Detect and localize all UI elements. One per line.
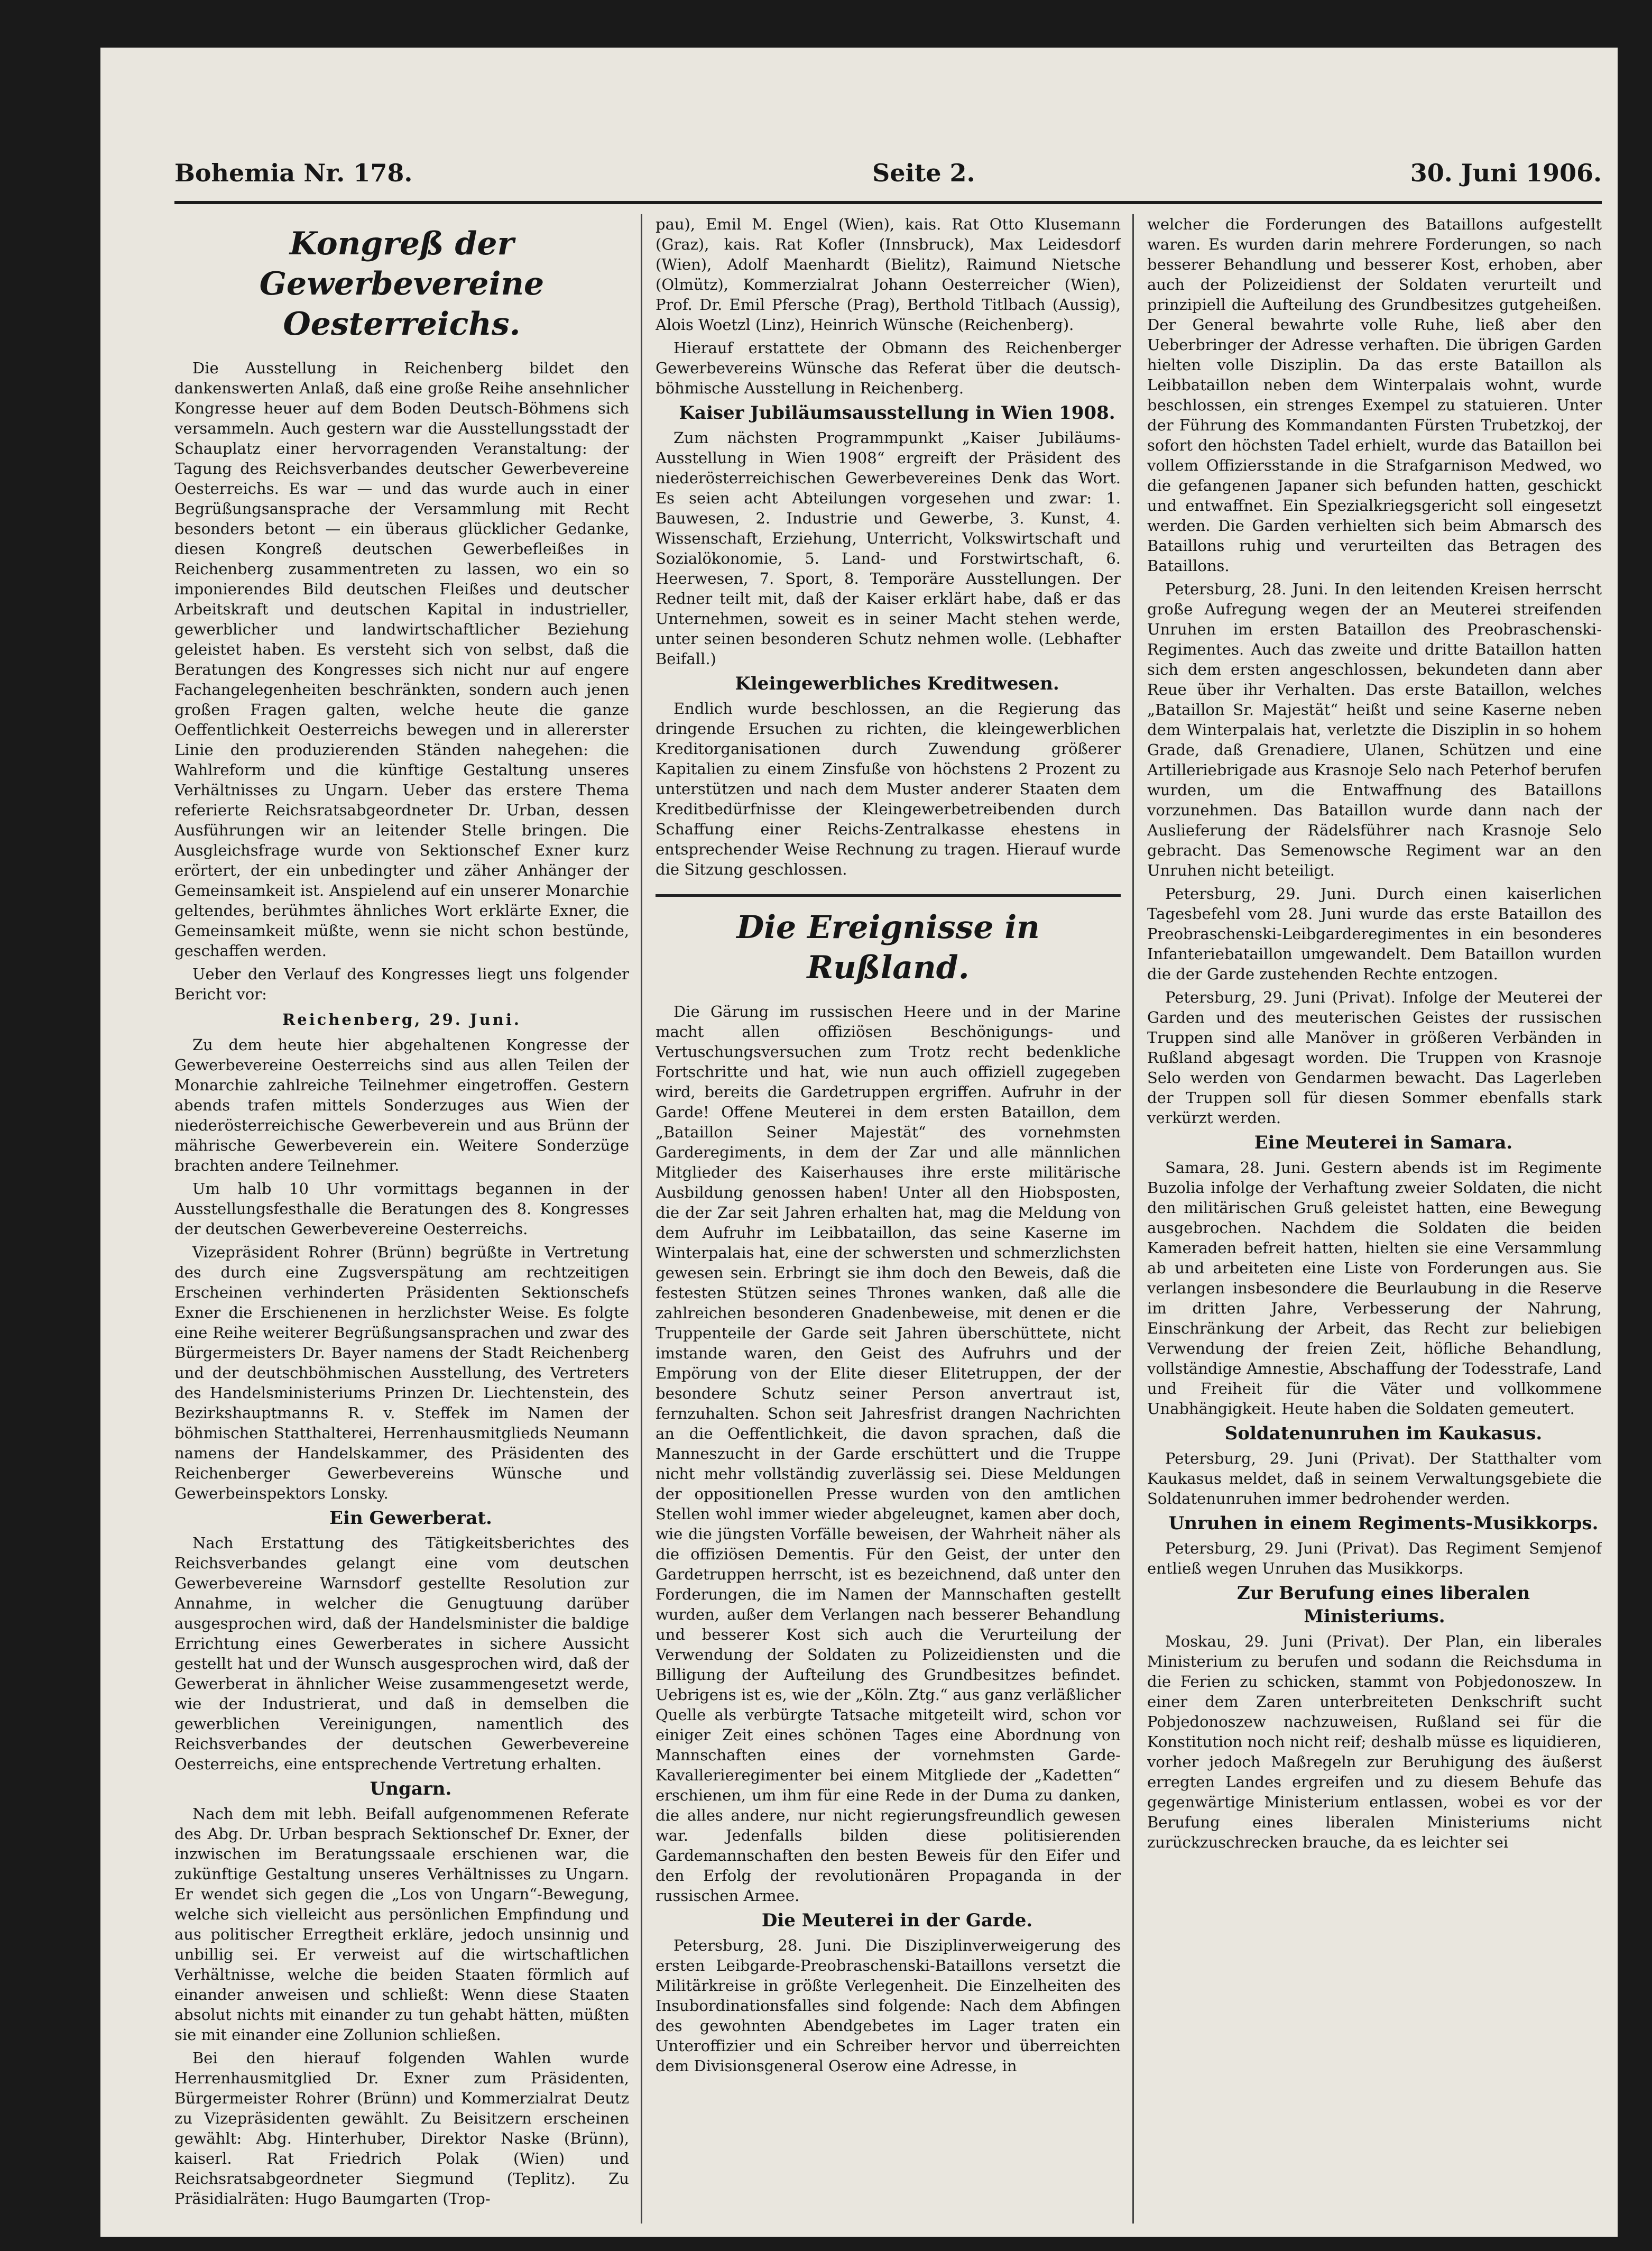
column-divider-2 bbox=[1132, 214, 1134, 2224]
paragraph: Die Ausstellung in Reichenberg bildet den dankenswerten Anlaß, daß eine große Reihe ansehnlicher Kongresse heuer auf dem Boden Deutsch-Böhmens sich versammeln. Auch gestern war die Ausstellungsstadt der Schauplatz einer hervorragenden Veranstaltung: der Tagung des Reichsverbandes deutscher Gewerbevereine Oesterreichs. Es war — und das wurde auch in einer Begrüßungsansprache der Versammlung mit Recht besonders betont — ein überaus glücklicher Gedanke, diesen Kongreß deutschen Gewerbefleißes in Reichenberg zusammentreten zu lassen, wo ein so imponierendes Bild deutschen Fleißes und deutscher Arbeitskraft und deutschen Kapital in industrieller, gewerblicher und landwirtschaftlicher Beziehung geleistet haben. Es versteht sich von selbst, daß die Beratungen des Kongresses sich nicht nur auf engere Fachangelegenheiten beschränkten, sondern auch jenen großen Fragen galten, welche heute die ganze Oeffentlichkeit Oesterreichs bewegen und in allererster Linie den produzierenden Ständen nahegehen: die Wahlreform und die künftige Gestaltung unseres Verhältnisses zu Ungarn. Ueber das erstere Thema referierte Reichsratsabgeordneter Dr. Urban, dessen Ausführungen wir an leitender Stelle bringen. Die Ausgleichsfrage wurde von Sektionschef Exner kurz erörtert, der ein unbedingter und zäher Anhänger der Gemeinsamkeit ist. Anspielend auf ein unserer Monarchie geltendes, berühmtes ähnliches Wort erklärte Exner, die Gemeinsamkeit müßte, wenn sie nicht schon bestünde, geschaffen werden. bbox=[174, 359, 629, 960]
paragraph: Petersburg, 29. Juni (Privat). Der Statthalter vom Kaukasus meldet, daß in seinem Verwaltungsgebiete die Soldatenunruhen immer bedrohender werden. bbox=[1147, 1449, 1602, 1508]
paragraph: Ueber den Verlauf des Kongresses liegt uns folgender Bericht vor: bbox=[174, 965, 629, 1003]
subheading: Unruhen in einem Regiments-Musikkorps. bbox=[1168, 1513, 1599, 1534]
subheading: Kleingewerbliches Kreditwesen. bbox=[735, 673, 1059, 694]
column-1 bbox=[174, 214, 629, 2224]
paragraph: Hierauf erstattete der Obmann des Reichenberger Gewerbevereins Wünsche das Referat über die deutsch-böhmische Ausstellung in Reichenberg. bbox=[656, 339, 1121, 397]
column-3 bbox=[1147, 214, 1602, 2224]
paragraph: Petersburg, 28. Juni. In den leitenden Kreisen herrscht große Aufregung wegen der an Meuterei streifenden Unruhen im ersten Bataillon des Preobraschenski-Regimentes. Auch das zweite und dritte Bataillon hatten sich dem ersten angeschlossen, bekundeten dann aber Reue über ihr Verhalten. Das erste Bataillon, welches „Bataillon Sr. Majestät“ heißt und seine Kaserne neben dem Winterpalais hat, verletzte die Disziplin in so hohem Grade, daß Grenadiere, Ulanen, Schützen und eine Artilleriebrigade aus Krasnoje Selo nach Peterhof berufen wurden, um die Entwaffnung des Bataillons vorzunehmen. Das Bataillon wurde dann nach der Auslieferung der Rädelsführer nach Krasnoje Selo gebracht. Das Semenowsche Regiment war an den Unruhen nicht beteiligt. bbox=[1147, 580, 1602, 879]
column-divider-1 bbox=[641, 214, 642, 2224]
dateline: Reichenberg, 29. Juni. bbox=[282, 1010, 521, 1028]
subheading: Ungarn. bbox=[370, 1778, 452, 1799]
paragraph: Zu dem heute hier abgehaltenen Kongresse der Gewerbevereine Oesterreichs sind aus allen Teilen der Monarchie zahlreiche Teilnehmer eingetroffen. Gestern abends trafen mittels Sonderzuges aus Wien der niederösterreichische Gewerbeverein und aus Brünn der mährische Gewerbeverein ein. Weitere Sonderzüge brachten andere Teilnehmer. bbox=[174, 1036, 629, 1174]
subheading: Zur Berufung eines liberalen Ministeriums. bbox=[1236, 1583, 1530, 1627]
subheading: Ein Gewerberat. bbox=[329, 1508, 492, 1529]
paragraph: Endlich wurde beschlossen, an die Regierung das dringende Ersuchen zu richten, die kleingewerblichen Kreditorganisationen durch Zuwendung größerer Kapitalien zu einem Zinsfuße von höchstens 2 Prozent zu unterstützen und nach dem Muster anderer Staaten dem Kreditbedürfnisse der Kleingewerbetreibenden durch Schaffung einer Reichs-Zentralkasse ehestens in entsprechender Weise Rechnung zu tragen. Hierauf wurde die Sitzung geschlossen. bbox=[656, 700, 1121, 878]
header-date: 30. Juni 1906. bbox=[1410, 159, 1602, 187]
paragraph: pau), Emil M. Engel (Wien), kais. Rat Otto Klusemann (Graz), kais. Rat Kofler (Innsbruck), Max Leidesdorf (Wien), Adolf Maenhardt (Bielitz), Raimund Nietsche (Olmütz), Kommerzialrat Johann Oesterreicher (Wien), Prof. Dr. Emil Pfersche (Prag), Berthold Titlbach (Aussig), Alois Woetzl (Linz), Heinrich Wünsche (Reichenberg). bbox=[656, 215, 1121, 334]
paragraph: Samara, 28. Juni. Gestern abends ist im Regimente Buzolia infolge der Verhaftung zweier Soldaten, die nicht den militärischen Gruß geleistet hatten, eine Bewegung ausgebrochen. Nachdem die Soldaten die beiden Kameraden befreit hatten, hielten sie eine Versammlung ab und arbeiteten eine Liste von Forderungen aus. Sie verlangen insbesondere die Beurlaubung in die Reserve im dritten Jahre, Verbesserung der Nahrung, Einschränkung der Arbeit, das Recht zur beliebigen Verwendung der freien Zeit, höfliche Behandlung, vollständige Amnestie, Abschaffung der Todesstrafe, Land und Freiheit für die Väter und vollkommene Unabhängigkeit. Heute haben die Soldaten gemeutert. bbox=[1147, 1159, 1602, 1418]
article-headline-russland: Die Ereignisse in Rußland. bbox=[656, 894, 1121, 988]
header-publication: Bohemia Nr. 178. bbox=[174, 159, 413, 187]
paragraph: Petersburg, 28. Juni. Die Disziplinverweigerung des ersten Leibgarde-Preobraschenski-Bataillons versetzt die Militärkreise in größte Verlegenheit. Die Einzelheiten des Insubordinationsfalles sind folgende: Nach dem Abfingen des gewohnten Abendgebetes im Lager traten ein Unteroffizier und ein Schreiber hervor und überreichten dem Divisionsgeneral Oserow eine Adresse, in bbox=[656, 1936, 1121, 2075]
paragraph: Vizepräsident Rohrer (Brünn) begrüßte in Vertretung des durch eine Zugsverspätung am rechtzeitigen Erscheinen verhinderten Präsidenten Sektionschefs Exner die Erschienenen in herzlichster Weise. Es folgte eine Reihe weiterer Begrüßungsansprachen und zwar des Bürgermeisters Dr. Bayer namens der Stadt Reichenberg und der deutschböhmischen Ausstellung, des Vertreters des Handelsministeriums Prinzen Dr. Liechtenstein, des Bezirkshauptmanns R. v. Steffek im Namen der böhmischen Statthalterei, Herrenhausmitglieds Neumann namens der Handelskammer, des Präsidenten des Reichenberger Gewerbevereins Wünsche und Gewerbeinspektors Lonsky. bbox=[174, 1243, 629, 1502]
paragraph: Petersburg, 29. Juni (Privat). Das Regiment Semjenof entließ wegen Unruhen das Musikkorps. bbox=[1147, 1539, 1602, 1577]
paragraph: Moskau, 29. Juni (Privat). Der Plan, ein liberales Ministerium zu berufen und sodann die Reichsduma in die Ferien zu schicken, stammt von Pobjedonoszew. In einer dem Zaren unterbreiteten Denkschrift sucht Pobjedonoszew nachzuweisen, Rußland sei für die Konstitution noch nicht reif; deshalb müsse es liquidieren, vorher jedoch Maßregeln zur Beruhigung des äußerst erregten Landes ergreifen und zu diesem Behufe das gegenwärtige Ministerium entlassen, wobei es vor der Berufung eines liberalen Ministeriums nicht zurückzuschrecken brauche, da es leichter sei bbox=[1147, 1632, 1602, 1851]
subheading: Eine Meuterei in Samara. bbox=[1254, 1132, 1513, 1153]
newspaper-page bbox=[100, 48, 1618, 2237]
paragraph: Bei den hierauf folgenden Wahlen wurde Herrenhausmitglied Dr. Exner zum Präsidenten, Bürgermeister Rohrer (Brünn) und Kommerzialrat Deutz zu Vizepräsidenten gewählt. Zu Beisitzern erscheinen gewählt: Abg. Hinterhuber, Direktor Naske (Brünn), kaiserl. Rat Friedrich Polak (Wien) und Reichsratsabgeordneter Siegmund (Teplitz). Zu Präsidialräten: Hugo Baumgarten (Trop- bbox=[174, 2049, 629, 2208]
header-page-number: Seite 2. bbox=[872, 159, 975, 187]
paragraph: welcher die Forderungen des Bataillons aufgestellt waren. Es wurden darin mehrere Forderungen, so nach besserer Behandlung und besserer Kost, erhoben, aber auch der Polizeidienst der Soldaten verurteilt und prinzipiell die Aufteilung des Grundbesitzes gutgeheißen. Der General bewahrte volle Ruhe, ließ aber den Ueberbringer der Adresse verhaften. Die übrigen Garden hielten volle Disziplin. Da das erste Bataillon als Leibbataillon neben dem Winterpalais wohnt, wurde beschlossen, ein strenges Exempel zu statuieren. Unter der Führung des Kommandanten Fürsten Trubetzkoj, der sofort den höchsten Tadel erhielt, wurde das Bataillon bei vollem Offiziersstande in die Strafgarnison Medwed, wo die gefangenen Japaner sich befunden hatten, geschickt und entwaffnet. Ein Spezialkriegsgericht soll eingesetzt werden. Die Garden verhielten sich beim Abmarsch des Bataillons ruhig und verurteilten das Betragen des Bataillons. bbox=[1147, 215, 1602, 575]
paragraph: Nach dem mit lebh. Beifall aufgenommenen Referate des Abg. Dr. Urban besprach Sektionschef Dr. Exner, der inzwischen im Beratungssaale erschienen war, die zukünftige Gestaltung unseres Verhältnisses zu Ungarn. Er wendet sich gegen die „Los von Ungarn“-Bewegung, welche sich vielleicht aus persönlichen Empfindung und aus politischer Erregtheit erkläre, jedoch unsinnig und unbillig sei. Er verweist auf die wirtschaftlichen Verhältnisse, welche die beiden Staaten förmlich auf einander anweisen und schließt: Wenn diese Staaten absolut nichts mit einander zu tun gehabt hätten, müßten sie mit einander eine Zollunion schließen. bbox=[174, 1805, 629, 2044]
header-rule bbox=[174, 201, 1602, 204]
subheading: Die Meuterei in der Garde. bbox=[761, 1910, 1033, 1931]
paragraph: Um halb 10 Uhr vormittags begannen in der Ausstellungsfesthalle die Beratungen des 8. Kongresses der deutschen Gewerbevereine Oesterreichs. bbox=[174, 1180, 629, 1238]
paragraph: Petersburg, 29. Juni (Privat). Infolge der Meuterei der Garden und des meuterischen Geistes der russischen Truppen sind alle Manöver in größeren Verbänden in Rußland abgesagt worden. Die Truppen von Krasnoje Selo werden von Gendarmen bewacht. Das Lagerleben der Truppen soll für diesen Sommer ebenfalls stark verkürzt werden. bbox=[1147, 988, 1602, 1127]
paragraph: Nach Erstattung des Tätigkeitsberichtes des Reichsverbandes gelangt eine vom deutschen Gewerbevereine Warnsdorf gestellte Resolution zur Annahme, in welcher die Genugtuung darüber ausgesprochen wird, daß der Handelsminister die baldige Errichtung eines Gewerberates in sichere Aussicht gestellt hat und der Wunsch ausgesprochen wird, daß der Gewerberat in ähnlicher Weise zusammengesetzt werde, wie der Industrierat, und daß in demselben die gewerblichen Vereinigungen, namentlich des Reichsverbandes der deutschen Gewerbevereine Oesterreichs, eine entsprechende Vertretung erhalten. bbox=[174, 1534, 629, 1773]
paragraph: Zum nächsten Programmpunkt „Kaiser Jubiläums-Ausstellung in Wien 1908“ ergreift der Präsident des niederösterreichischen Gewerbevereines Denk das Wort. Es seien acht Abteilungen vorgesehen und zwar: 1. Bauwesen, 2. Industrie und Gewerbe, 3. Kunst, 4. Wissenschaft, Erziehung, Unterricht, Volkswirtschaft und Sozialökonomie, 5. Land- und Forstwirtschaft, 6. Heerwesen, 7. Sport, 8. Temporäre Ausstellungen. Der Redner teilt mit, daß der Kaiser erklärt habe, daß er das Unternehmen, soweit es in seiner Macht stehen werde, unter seinen besonderen Schutz nehmen wolle. (Lebhafter Beifall.) bbox=[656, 429, 1121, 668]
subheading: Kaiser Jubiläumsausstellung in Wien 1908. bbox=[679, 402, 1115, 424]
paragraph: Petersburg, 29. Juni. Durch einen kaiserlichen Tagesbefehl vom 28. Juni wurde das erste Bataillon des Preobraschenski-Leibgarderegimentes in ein besonderes Infanteriebataillon umgewandelt. Dem Bataillon wurden die der Garde zustehenden Rechte entzogen. bbox=[1147, 885, 1602, 983]
article-headline-kongress: Kongreß der Gewerbevereine Oesterreichs. bbox=[259, 225, 544, 343]
page-header bbox=[174, 159, 1602, 196]
column-2 bbox=[656, 214, 1121, 2224]
paragraph: Die Gärung im russischen Heere und in der Marine macht allen offiziösen Beschönigungs- und Vertuschungsversuchen zum Trotz recht bedenkliche Fortschritte und hat, wie nun auch offiziell zugegeben wird, bereits die Gardetruppen ergriffen. Aufruhr in der Garde! Offene Meuterei in dem ersten Bataillon, dem „Bataillon Seiner Majestät“ des vornehmsten Garderegiments, in dem der Zar und alle männlichen Mitglieder des Kaiserhauses ihre erste militärische Ausbildung genossen haben! Unter all den Hiobsposten, die der Zar seit Jahren erhalten hat, mag die Meldung von dem Aufruhr im Leibbataillon, das seine Kaserne im Winterpalais hat, eine der schwersten und schmerzlichsten gewesen sein. Erbringt sie ihm doch den Beweis, daß die festesten Stützen seines Thrones wanken, daß alle die zahlreichen besonderen Gnadenbeweise, mit denen er die Truppenteile der Garde seit Jahren überschüttete, nicht imstande waren, den Geist des Aufruhrs und der Empörung von der Elite dieser Elitetruppen, der der besondere Schutz seiner Person anvertraut ist, fernzuhalten. Schon seit Jahresfrist drangen Nachrichten an die Oeffentlichkeit, die davon sprachen, daß die Manneszucht in der Garde erschüttert und die Truppe nicht mehr vollständig zuverlässig sei. Diese Meldungen der oppositionellen Presse wurden von den amtlichen Stellen wohl immer wieder abgeleugnet, kamen aber doch, wie die jüngsten Vorfälle beweisen, der Wahrheit näher als die offiziösen Dementis. Für den Geist, der unter den Gardetruppen herrscht, ist es bezeichnend, daß unter den Forderungen, die im Namen der Mannschaften gestellt wurden, außer dem Verlangen nach besserer Behandlung und besserer Kost sich auch die Verurteilung der Verwendung der Soldaten zu Polizeidiensten und die Billigung der Aufteilung des Grundbesitzes befindet. Uebrigens ist es, wie der „Köln. Ztg.“ aus ganz verläßlicher Quelle als verbürgte Tatsache mitgeteilt wird, schon vor einiger Zeit eines schönen Tages eine Abordnung von Mannschaften eines der vornehmsten Garde-Kavallerieregimenter bei einem Mitgliede der „Kadetten“ erschienen, um ihm für eine Rede in der Duma zu danken, die alles andere, nur nicht regierungsfreundlich gewesen war. Jedenfalls bilden diese politisierenden Gardemannschaften den besten Beweis für den Eifer und den Erfolg der revolutionären Propaganda in der russischen Armee. bbox=[656, 1003, 1121, 1905]
subheading: Soldatenunruhen im Kaukasus. bbox=[1224, 1423, 1543, 1444]
